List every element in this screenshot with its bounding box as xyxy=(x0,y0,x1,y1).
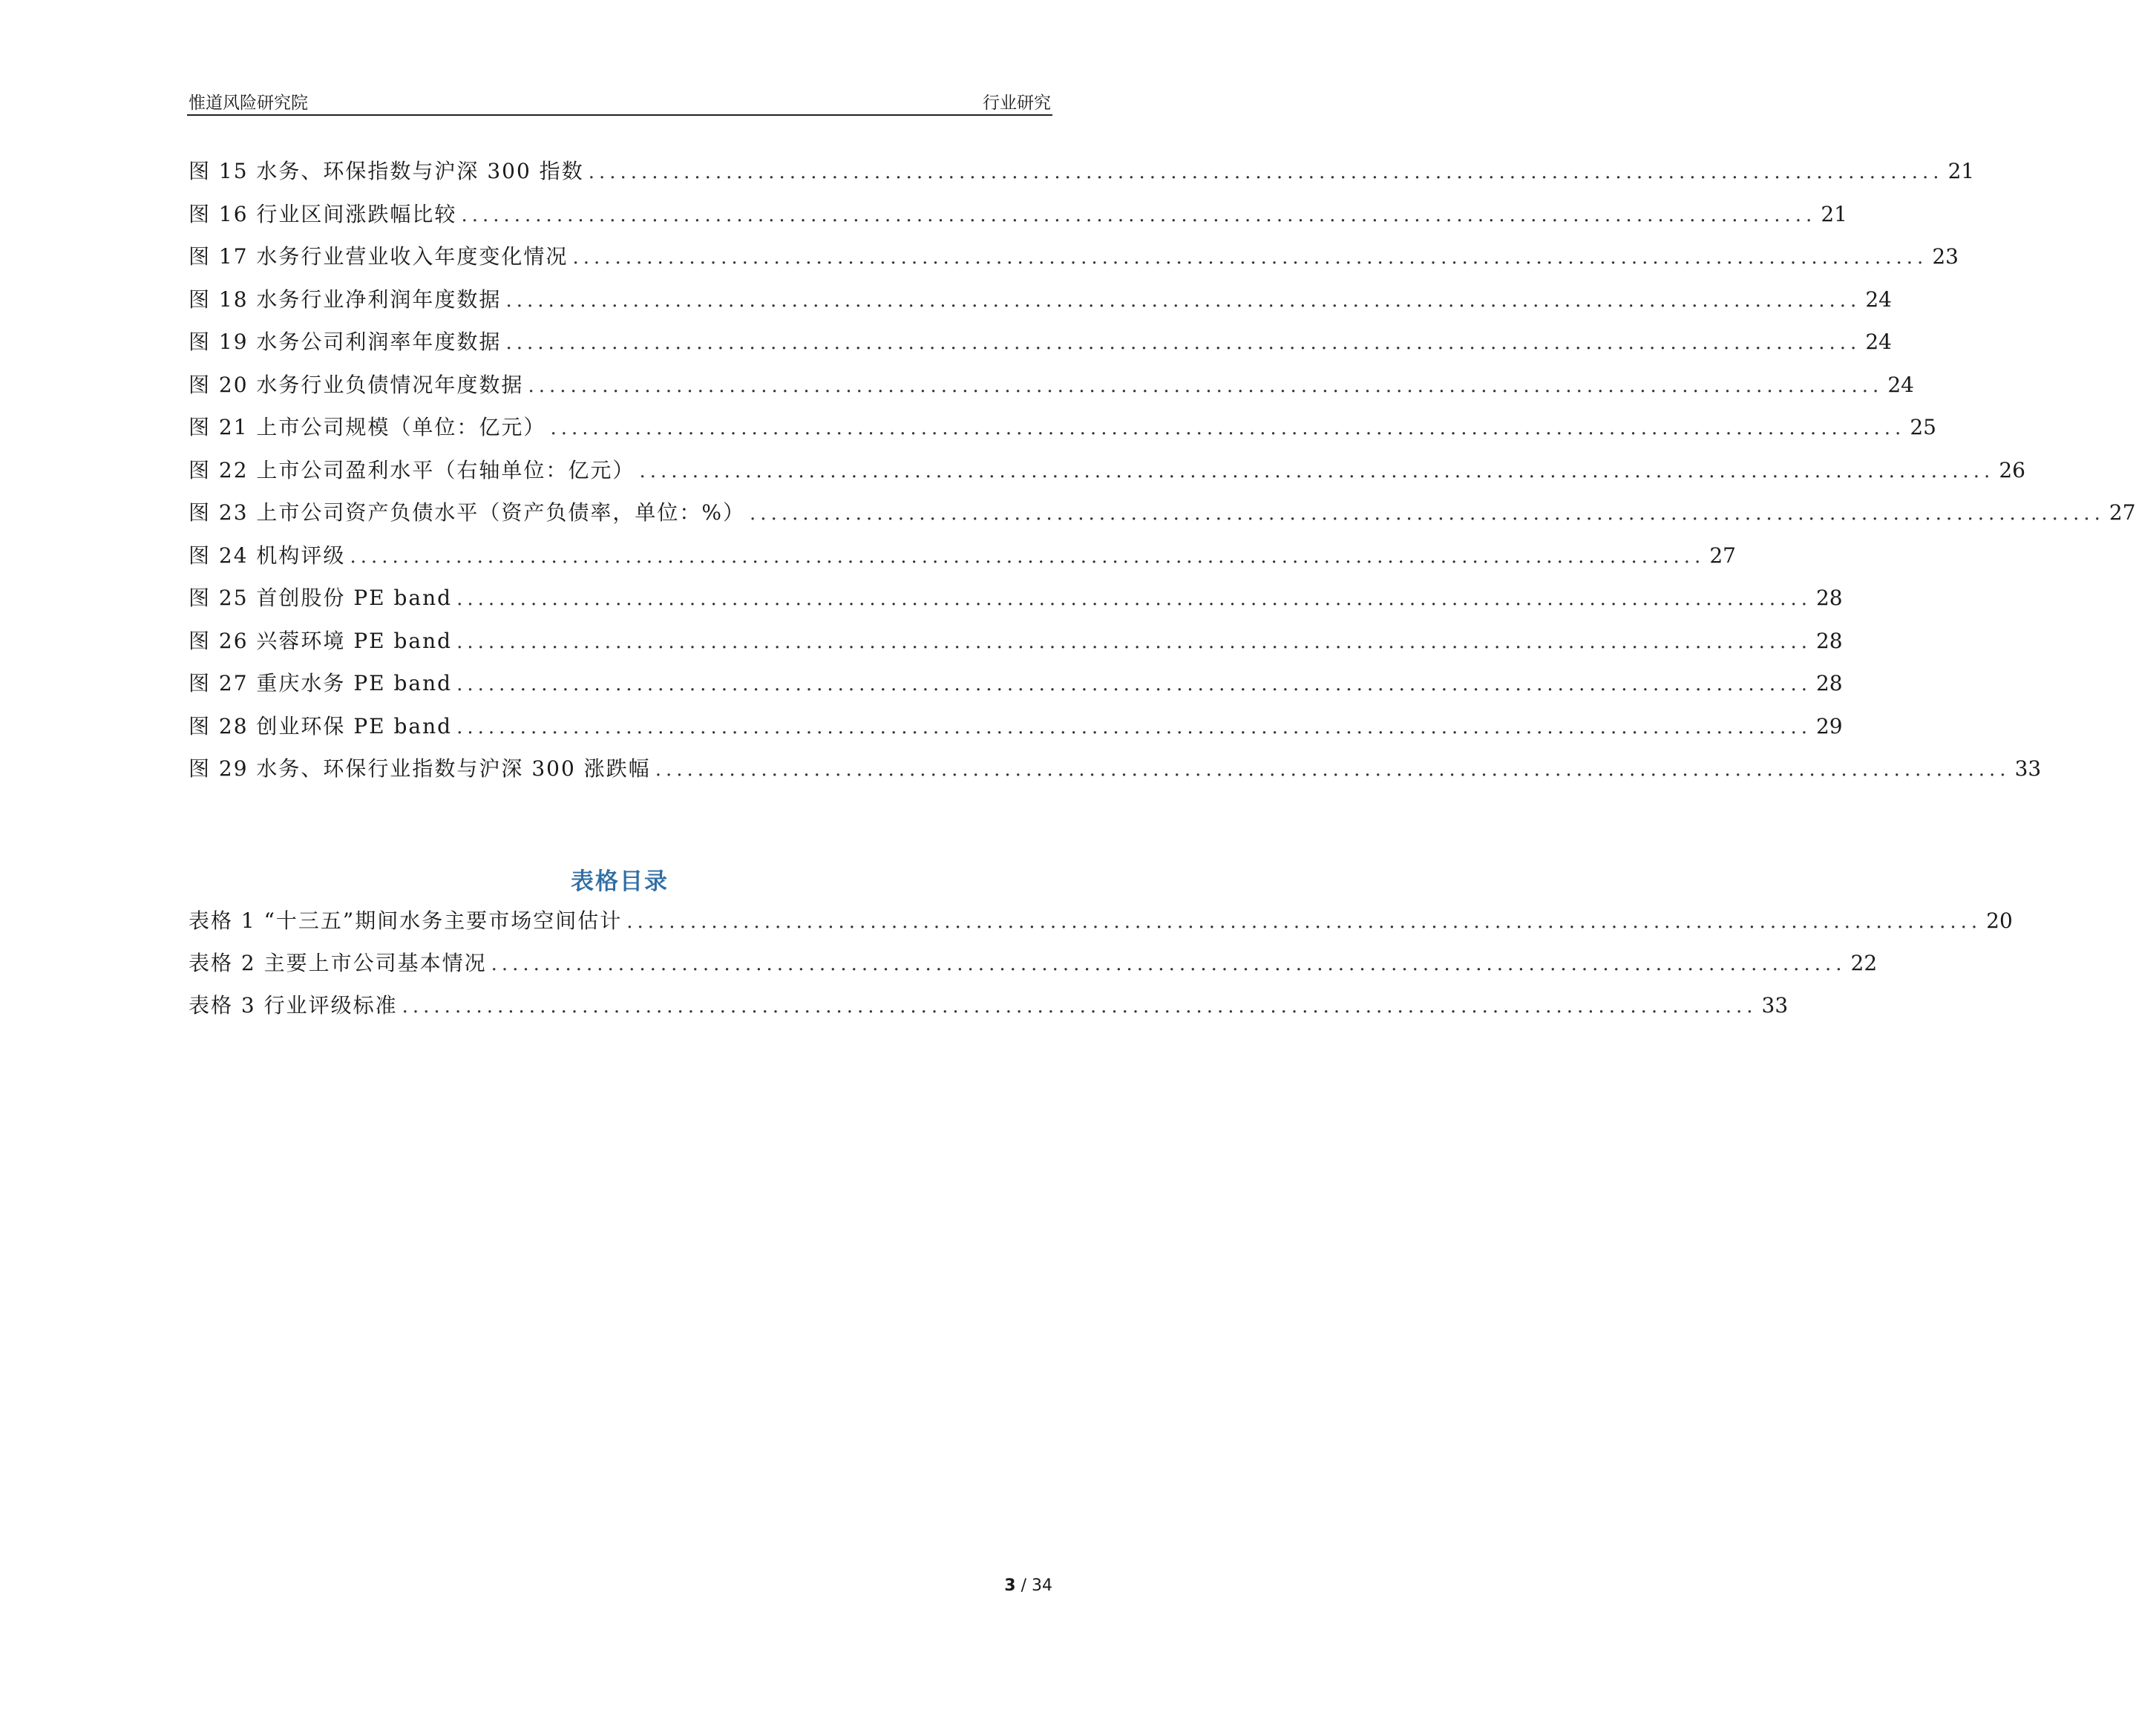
page-header xyxy=(187,88,1052,116)
toc-entry-label: 图 24 机构评级 xyxy=(189,543,346,568)
toc-entry[interactable]: 图 15 水务、环保指数与沪深 300 指数 ................................................................................................................................ 21 xyxy=(189,150,1051,193)
toc-entry-page: 33 xyxy=(2014,756,2042,781)
toc-entry-page: 21 xyxy=(1947,159,1975,183)
toc-entry-label: 图 19 水务公司利润率年度数据 xyxy=(189,330,502,354)
toc-entry-page: 23 xyxy=(1932,244,1959,269)
toc-entry[interactable]: 图 28 创业环保 PE band ................................................................................................................................ 29 xyxy=(189,705,1051,748)
toc-entry[interactable]: 图 26 兴蓉环境 PE band ................................................................................................................................ 28 xyxy=(189,620,1051,663)
page-separator: / xyxy=(1015,1576,1032,1595)
header-section-name: 行业研究 xyxy=(983,94,1051,113)
toc-entry-page: 27 xyxy=(2109,500,2136,525)
toc-entry-label: 图 15 水务、环保指数与沪深 300 指数 xyxy=(189,159,584,183)
toc-entry-label: 图 23 上市公司资产负债水平（资产负债率，单位：%） xyxy=(189,500,746,525)
toc-entry-page: 25 xyxy=(1910,415,1936,439)
toc-entry-page: 29 xyxy=(1815,713,1843,738)
toc-entry-label: 图 27 重庆水务 PE band xyxy=(189,671,453,695)
toc-entry-page: 24 xyxy=(1887,372,1914,397)
page-number xyxy=(1004,1576,1052,1595)
toc-entry[interactable]: 图 21 上市公司规模（单位：亿元） ................................................................................................................................ 25 xyxy=(189,406,1051,449)
toc-entry[interactable]: 图 23 上市公司资产负债水平（资产负债率，单位：%） ................................................................................................................................ 27 xyxy=(189,491,1051,534)
toc-entry-page: 26 xyxy=(1999,457,2025,482)
tables-toc-title: 表格目录 xyxy=(571,868,669,895)
toc-entry-page: 24 xyxy=(1865,330,1892,354)
toc-entry-label: 图 26 兴蓉环境 PE band xyxy=(189,628,453,653)
toc-entry-page: 28 xyxy=(1815,628,1843,653)
toc-entry-label: 图 28 创业环保 PE band xyxy=(189,713,453,738)
toc-entry[interactable]: 图 24 机构评级 ................................................................................................................................ 27 xyxy=(189,534,1051,577)
toc-entry-label: 图 22 上市公司盈利水平（右轴单位：亿元） xyxy=(189,457,635,482)
toc-entry-label: 图 17 水务行业营业收入年度变化情况 xyxy=(189,244,569,269)
toc-entry[interactable]: 表格 2 主要上市公司基本情况 ................................................................................................................................ 22 xyxy=(189,942,1051,984)
toc-entry-label: 图 21 上市公司规模（单位：亿元） xyxy=(189,415,546,439)
toc-entry-label: 图 16 行业区间涨跌幅比较 xyxy=(189,201,457,226)
total-pages: 34 xyxy=(1032,1576,1052,1595)
toc-entry[interactable]: 图 18 水务行业净利润年度数据 ................................................................................................................................ 24 xyxy=(189,278,1051,321)
toc-entry-page: 27 xyxy=(1709,543,1736,568)
toc-entry-label: 图 25 首创股份 PE band xyxy=(189,586,453,610)
current-page: 3 xyxy=(1004,1576,1016,1595)
header-org-name: 惟道风险研究院 xyxy=(189,94,308,113)
toc-entry-page: 24 xyxy=(1865,286,1892,312)
toc-entry-label: 表格 2 主要上市公司基本情况 xyxy=(189,951,487,975)
toc-entry-page: 22 xyxy=(1850,951,1878,975)
toc-entry-page: 28 xyxy=(1815,586,1843,610)
toc-entry[interactable]: 图 17 水务行业营业收入年度变化情况 ................................................................................................................................ 23 xyxy=(189,235,1051,278)
toc-entry[interactable]: 图 19 水务公司利润率年度数据 ................................................................................................................................ 24 xyxy=(189,321,1051,364)
toc-entry[interactable]: 图 16 行业区间涨跌幅比较 ................................................................................................................................ 21 xyxy=(189,193,1051,236)
toc-entry[interactable]: 表格 1 “十三五”期间水务主要市场空间估计 ................................................................................................................................ 20 xyxy=(189,900,1051,942)
toc-entry-label: 图 20 水务行业负债情况年度数据 xyxy=(189,372,524,397)
figure-toc-list xyxy=(189,150,2136,790)
toc-entry-page: 20 xyxy=(1986,908,2013,933)
toc-entry-label: 图 18 水务行业净利润年度数据 xyxy=(189,286,502,312)
toc-entry-label: 表格 3 行业评级标准 xyxy=(189,993,398,1018)
toc-entry-label: 图 29 水务、环保行业指数与沪深 300 涨跌幅 xyxy=(189,756,651,781)
toc-entry-page: 28 xyxy=(1815,671,1843,695)
toc-entry-page: 33 xyxy=(1761,993,1789,1018)
toc-entry[interactable]: 图 22 上市公司盈利水平（右轴单位：亿元） ................................................................................................................................ 26 xyxy=(189,449,1051,492)
toc-entry-label: 表格 1 “十三五”期间水务主要市场空间估计 xyxy=(189,908,623,933)
table-toc-list xyxy=(189,900,2013,1026)
toc-entry[interactable]: 图 27 重庆水务 PE band ................................................................................................................................ 28 xyxy=(189,662,1051,705)
toc-entry[interactable]: 图 29 水务、环保行业指数与沪深 300 涨跌幅 ................................................................................................................................ 33 xyxy=(189,747,1051,790)
toc-entry[interactable]: 表格 3 行业评级标准 ................................................................................................................................ 33 xyxy=(189,984,1051,1026)
toc-entry[interactable]: 图 20 水务行业负债情况年度数据 ................................................................................................................................ 24 xyxy=(189,364,1051,407)
toc-entry-page: 21 xyxy=(1821,201,1847,226)
toc-entry[interactable]: 图 25 首创股份 PE band ................................................................................................................................ 28 xyxy=(189,577,1051,620)
